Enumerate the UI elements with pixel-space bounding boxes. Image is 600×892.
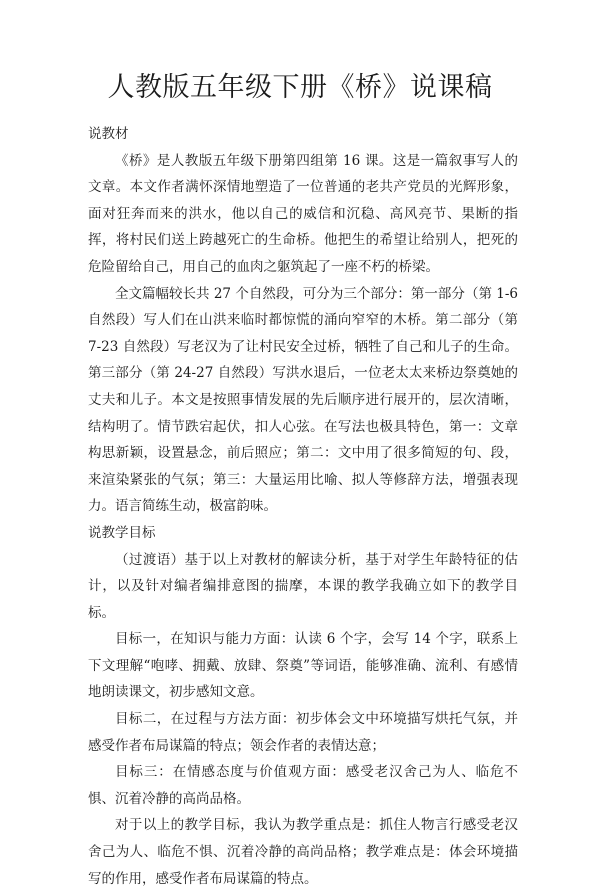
paragraph: 全文篇幅较长共 27 个自然段，可分为三个部分：第一部分（第 1-6 自然段）写人们在山洪来临时都惊慌的涌向窄窄的木桥。第二部分（第 7-23 自然段）写老汉为了让村民安全过桥，牺牲了自己和儿子的生命。第三部分（第 24-27 自然段）写洪水退后，一位老太太来桥边祭奠她的丈夫和儿子。本文是按照事情发展的先后顺序进行展开的，层次清晰，结构明了。情节跌宕起伏，扣人心弦。在写法也极具特色，第一：文章构思新颖，设置悬念，前后照应；第二：文中用了很多简短的句、段，来渲染紧张的气氛；第三：大量运用比喻、拟人等修辞方法，增强表现力。语言简练生动，极富韵味。 — [88, 285, 518, 515]
paragraph: 目标二，在过程与方法方面：初步体会文中环境描写烘托气氛，并感受作者布局谋篇的特点；领会作者的表情达意； — [88, 711, 518, 754]
paragraph: 目标三：在情感态度与价值观方面：感受老汉舍己为人、临危不惧、沉着冷静的高尚品格。 — [88, 764, 518, 807]
document-body — [88, 121, 518, 892]
paragraph: （过渡语）基于以上对教材的解读分析，基于对学生年龄特征的估计，以及针对编者编排意图的揣摩，本课的教学我确立如下的教学目标。 — [88, 551, 518, 621]
document-title: 人教版五年级下册《桥》说课稿 — [107, 72, 493, 103]
section-heading-teaching-material: 说教材 — [88, 126, 129, 142]
paragraph: 《桥》是人教版五年级下册第四组第 16 课。这是一篇叙事写人的文章。本文作者满怀深情地塑造了一位普通的老共产党员的光辉形象，面对狂奔而来的洪水，他以自己的威信和沉稳、高风亮节、果断的指挥，将村民们送上跨越死亡的生命桥。他把生的希望让给别人，把死的危险留给自己，用自己的血肉之躯筑起了一座不朽的桥梁。 — [88, 152, 518, 275]
paragraph: 对于以上的教学目标，我认为教学重点是：抓住人物言行感受老汉舍己为人、临危不惧、沉着冷静的高尚品格；教学难点是：体会环境描写的作用，感受作者布局谋篇的特点。 — [88, 817, 518, 887]
paragraph: 目标一，在知识与能力方面：认读 6 个字，会写 14 个字，联系上下文理解“咆哮、拥戴、放肆、祭奠”等词语，能够准确、流利、有感情地朗读课文，初步感知文意。 — [88, 631, 518, 701]
section-heading-teaching-objectives: 说教学目标 — [88, 524, 156, 541]
